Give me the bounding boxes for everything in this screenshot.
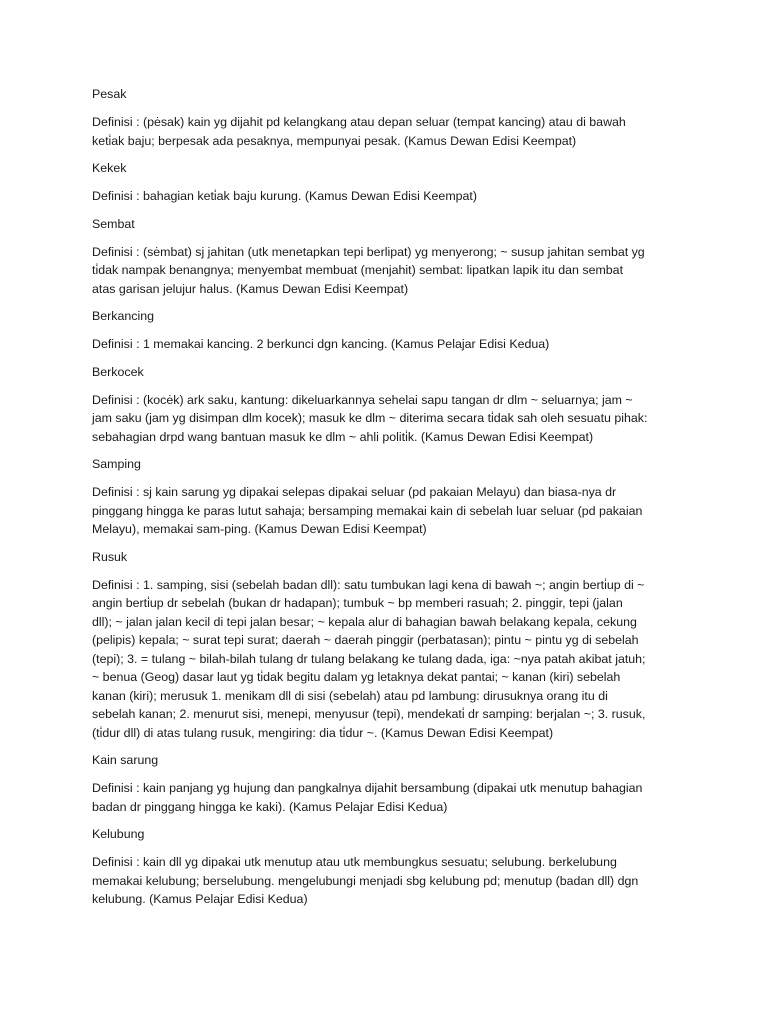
entry-kain-sarung — [92, 752, 692, 816]
document-body — [92, 86, 692, 919]
entry-definition: Definisi : kain panjang yg hujung dan pangkalnya dijahit bersambung (dipakai utk menutup bahagian badan dr pinggang hingga ke kaki). (Kamus Pelajar Edisi Kedua) — [92, 781, 643, 814]
entry-term: Sembat — [92, 216, 135, 231]
entry-definition: Definisi : (kocėk) ark saku, kantung: dikeluarkannya sehelai sapu tangan dr dlm ~ seluarnya; jam ~ jam saku (jam yg disimpan dlm kocek); masuk ke dlm ~ diterima secara ti̇dak sah oleh sesuatu pihak: sebahagian drpd wang bantuan masuk ke dlm ~ ahli politi̇k. (Kamus Dewan Edisi Keempat) — [92, 392, 648, 444]
entry-term: Kekek — [92, 161, 127, 175]
entry-berkocek — [92, 364, 692, 447]
entry-definition: Definisi : kain dll yg dipakai utk menutup atau utk membungkus sesuatu; selubung. berkelubung memakai kelubung; berselubung. mengelubungi menjadi sbg kelubung pd; menutup (badan dll) dgn kelubung. (Kamus Pelajar Edisi Kedua) — [92, 855, 639, 906]
entry-definition: Definisi : 1. samping, sisi (sebelah badan dll): satu tumbukan lagi kena di bawah ~; angin berti̇up di ~ angin berti̇up dr sebelah (bukan dr hadapan); tumbuk ~ bp memberi rasuah; 2. pinggir, tepi (jalan dll); ~ jalan jalan kecil di tepi jalan besar; ~ kepala alur di bahagian bawah belakang kepala, cekung (pelipis) kepala; ~ surat tepi surat; daerah ~ daerah pinggir (perbatasan); pintu ~ pintu yg di sebelah (tepi); 3. = tulang ~ bilah-bilah tulang dr tulang belakang ke tulang dada, iga: ~nya patah akibat jatuh; ~ benua (Geog) dasar laut yg ti̇dak begitu dalam yg letaknya dekat pantai; ~ kanan (kiri) sebelah kanan (kiri); merusuk 1. menikam dll di sisi (sebelah) atau pd lambung: dirusuknya orang itu di sebelah kanan; 2. menurut sisi, menepi, menyusur (tepi), mendekati̇ dr samping: berjalan ~; 3. rusuk, (ti̇dur dll) di atas tulang rusuk, mengiring: dia ti̇dur ~. (Kamus Dewan Edisi Keempat) — [92, 577, 646, 740]
entry-term: Berkancing — [92, 309, 154, 323]
entry-rusuk — [92, 549, 692, 743]
entry-term: Rusuk — [92, 549, 128, 564]
entry-berkancing — [92, 308, 692, 354]
entry-term: Pesak — [92, 87, 127, 101]
entry-term: Berkocek — [92, 364, 144, 379]
entry-definition: Definisi : (pėsak) kain yg dijahit pd kelangkang atau depan seluar (tempat kancing) atau di bawah keti̇ak baju; berpesak ada pesaknya, mempunyai pesak. (Kamus Dewan Edisi Keempat) — [92, 115, 626, 148]
entry-term: Samping — [92, 457, 141, 471]
entry-definition: Definisi : bahagian keti̇ak baju kurung. (Kamus Dewan Edisi Keempat) — [92, 189, 477, 203]
entry-definition: Definisi : (sėmbat) sj jahitan (utk menetapkan tepi berlipat) yg menyerong; ~ susup jahitan sembat yg ti̇dak nampak benangnya; menyembat membuat (menjahit) sembat: lipatkan lapik itu dan sembat atas garisan jelujur halus. (Kamus Dewan Edisi Keempat) — [92, 244, 645, 296]
entry-term: Kelubung — [92, 827, 145, 841]
entry-kelubung — [92, 826, 692, 909]
entry-pesak — [92, 86, 692, 150]
entry-definition: Definisi : 1 memakai kancing. 2 berkunci dgn kancing. (Kamus Pelajar Edisi Kedua) — [92, 337, 550, 351]
entry-kekek — [92, 160, 692, 206]
entry-definition: Definisi : sj kain sarung yg dipakai selepas dipakai seluar (pd pakaian Melayu) dan biasa-nya dr pinggang hingga ke paras lutut sahaja; bersamping memakai kain di sebelah luar seluar (pd pakaian Melayu), memakai sam-ping. (Kamus Dewan Edisi Keempat) — [92, 485, 643, 536]
entry-term: Kain sarung — [92, 753, 159, 767]
entry-sembat — [92, 216, 692, 299]
entry-samping — [92, 456, 692, 539]
